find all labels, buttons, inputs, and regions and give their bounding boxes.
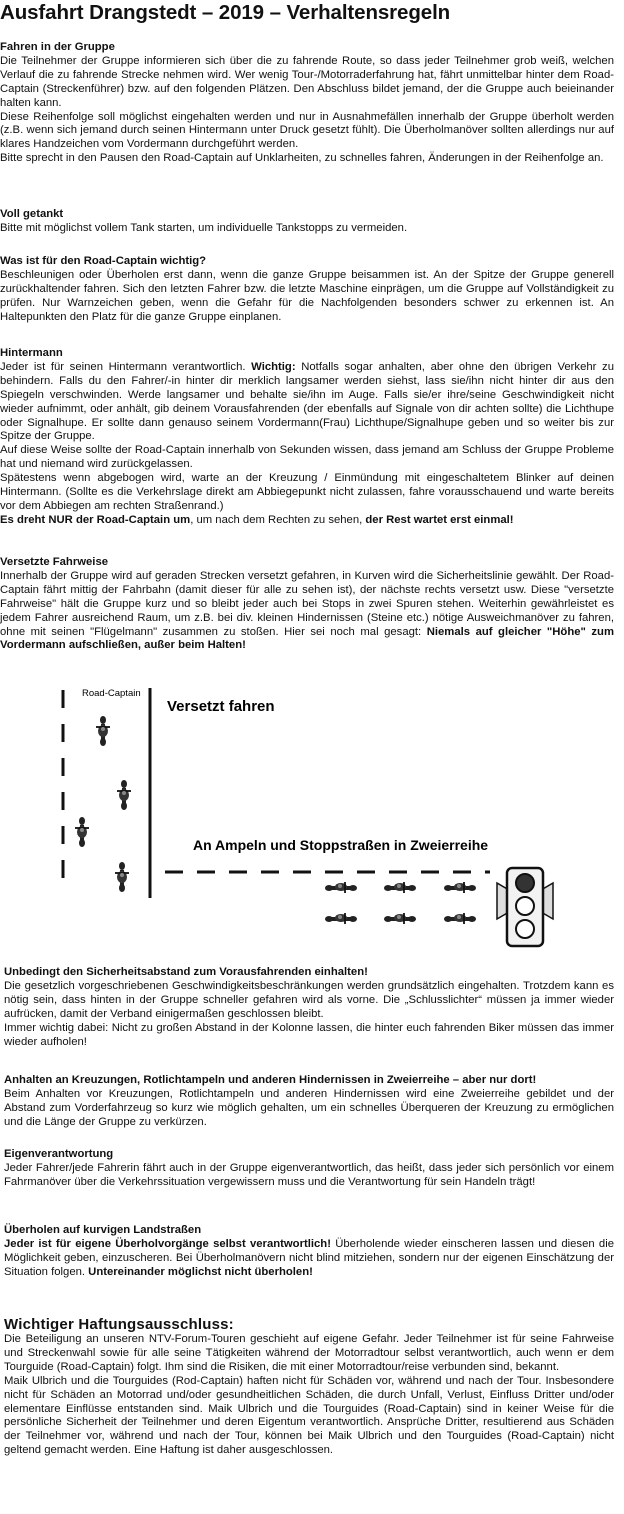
motorcycle-icon <box>384 913 416 924</box>
section-heading: Was ist für den Road-Captain wichtig? <box>0 255 207 267</box>
section-voll-getankt <box>0 208 614 236</box>
motorcycle-icon <box>96 716 110 746</box>
paragraph: Auf diese Weise sollte der Road-Captain innerhalb von Sekunden wissen, dass jemand am Schluss der Gruppe Probleme hat und niemand wird zurückgelassen. <box>0 444 614 471</box>
paragraph: Die gesetzlich vorgeschriebenen Geschwindigkeitsbeschränkungen werden grundsätzlich eingehalten. Trotzdem kann es nötig sein, dass hinten in der Gruppe schneller gefahren wird als vorne. Die „Schlusslichter“ müssen ja immer wieder aufrücken, damit der Verband einigermaßen geschlossen bleibt. <box>4 979 614 1020</box>
text-run: Überholende wieder einscheren lassen und diesen die Möglichkeit geben, einzuscheren. Bei Überholmanövern nicht blind mitziehen, sondern nur der eigenen Einschätzung der Situation folgen. <box>4 1237 614 1278</box>
text-run-bold: Wichtig: <box>251 360 296 373</box>
motorcycle-icon <box>117 780 131 810</box>
section-heading: Hintermann <box>0 347 63 359</box>
section-sicherheitsabstand <box>4 966 614 1049</box>
motorcycle-icon <box>325 882 357 893</box>
paragraph: Jeder Fahrer/jede Fahrerin fährt auch in der Gruppe eigenverantwortlich, das heißt, dass jeder sich persönlich vor einem Fahrmanöver über die Verkehrssituation vergewissern muss und die Verantwortung für sein Handeln trägt! <box>4 1161 614 1188</box>
section-ueberholen <box>4 1224 614 1280</box>
paragraph: Beschleunigen oder Überholen erst dann, wenn die ganze Gruppe beisammen ist. An der Spitze der Gruppe generell zurückhaltender fahren. Sich den letzten Fahrer bzw. die letzte Maschine einprägen, um die Gruppe auf Vollständigkeit zu prüfen. Nur Warnzeichen geben, wenn die Gefahr für die Nachfolgenden besonders schwer zu erkennen ist. An Haltepunkten den Platz für die ganze Gruppe einplanen. <box>0 268 614 323</box>
paragraph <box>4 1238 614 1280</box>
paragraph: Die Beteiligung an unseren NTV-Forum-Touren geschieht auf eigene Gefahr. Jeder Teilnehmer ist für seine Fahrweise und Streckenwahl sowie für alle seine Tätigkeiten während der Motorradtour selbst verantwortlich, auch wenn er dem Tourguide (Road-Captain) folgt. Ihm sind die Risiken, die mit einer Motorradtour/reise verbunden sind, bekannt. <box>4 1333 614 1373</box>
road-captain-label: Road-Captain <box>82 688 141 699</box>
text-run-bold: der Rest wartet erst einmal! <box>365 513 514 526</box>
section-heading: Anhalten an Kreuzungen, Rotlichtampeln und anderen Hindernissen in Zweierreihe – aber nur dort! <box>4 1074 537 1086</box>
zweierreihe-label: An Ampeln und Stoppstraßen in Zweierreihe <box>193 837 489 853</box>
motorcycle-icon <box>444 913 476 924</box>
paragraph: Diese Reihenfolge soll möglichst eingehalten werden und nur in Ausnahmefällen innerhalb der Gruppe überholt werden (z.B. wenn sich jemand durch seinen Hintermann unter Druck gesetzt fühlt). Die Überholmanöver sollten allerdings nur auf klares Handzeichen vom Vordermann durchgeführt werden. <box>0 110 614 151</box>
motorcycle-icon <box>325 913 357 924</box>
section-heading: Voll getankt <box>0 208 64 220</box>
section-anhalten <box>4 1074 614 1130</box>
section-road-captain <box>0 255 614 325</box>
motorcycle-icon <box>75 817 89 847</box>
formation-diagram <box>0 680 624 955</box>
section-heading: Fahren in der Gruppe <box>0 41 115 53</box>
paragraph: Die Teilnehmer der Gruppe informieren sich über die zu fahrende Route, so dass jeder Teilnehmer grob weiß, welchen Verlauf die zu fahrende Strecke nehmen wird. Wer wenig Tour-/Motorraderfahrung hat, fährt unmittelbar hinter dem Road-Captain (Streckenführer) bzw. auf den folgenden Plätzen. Den Abschluss bildet jemand, der die Gruppe auch beieinander halten kann. <box>0 54 614 109</box>
text-run-bold: Jeder ist für eigene Überholvorgänge selbst verantwortlich! <box>4 1237 331 1250</box>
text-run-bold: Niemals auf gleicher "Höhe" zum Vordermann aufschließen, außer beim Halten! <box>0 625 614 652</box>
motorcycle-icon <box>115 862 129 892</box>
section-fahren-in-der-gruppe <box>0 41 614 166</box>
section-heading: Überholen auf kurvigen Landstraßen <box>4 1224 202 1236</box>
section-heading: Eigenverantwortung <box>4 1148 114 1160</box>
section-heading: Versetzte Fahrweise <box>0 556 109 568</box>
paragraph: Beim Anhalten vor Kreuzungen, Rotlichtampeln und anderen Hindernissen wird eine Zweierreihe gebildet und der Abstand zum Vorderfahrzeug so kurz wie möglich gehalten, um ein schnelles Überqueren der Kreuzung zu ermöglichen und die Länge der Gruppe zu verkürzen. <box>4 1087 614 1128</box>
paragraph <box>0 570 614 653</box>
text-run-bold: Untereinander möglichst nicht überholen! <box>88 1265 313 1278</box>
paragraph <box>0 361 614 444</box>
text-run: Innerhalb der Gruppe wird auf geraden Strecken versetzt gefahren, in Kurven wird die Sicherheitslinie gewählt. Der Road-Captain fährt mittig der Fahrbahn (damit dieser für alle zu sehen ist), der nächste rechts versetzt usw. Diese "versetzte Fahrweise" hält die Gruppe kurz und so bleibt jeder auch bei Stops in zwei Spuren stehen. Weiterhin gewährleistet es jedem Fahrer ausreichend Raum, um z.B. bei div. kleinen Hindernissen (Steine etc.) nötige Ausweichmanöver zu fahren, ohne mit seinen "Flügelmann" zusammen zu stoßen. Hier sei noch mal gesagt: <box>0 569 614 638</box>
versetzt-fahren-label: Versetzt fahren <box>167 698 275 715</box>
paragraph <box>0 514 614 528</box>
section-heading: Unbedingt den Sicherheitsabstand zum Vorausfahrenden einhalten! <box>4 966 368 978</box>
text-run-bold: Es dreht NUR der Road-Captain um <box>0 513 191 526</box>
paragraph: Bitte mit möglichst vollem Tank starten, um individuelle Tankstopps zu vermeiden. <box>0 221 408 234</box>
section-hintermann <box>0 347 614 528</box>
section-versetzte-fahrweise <box>0 556 614 653</box>
text-run: , um nach dem Rechten zu sehen, <box>190 513 366 526</box>
motorcycle-icon <box>384 882 416 893</box>
motorcycle-icon <box>444 882 476 893</box>
paragraph: Immer wichtig dabei: Nicht zu großen Abstand in der Kolonne lassen, die hinter euch fahrenden Biker müssen das immer wieder aufholen! <box>4 1021 614 1048</box>
traffic-light-icon <box>497 868 553 946</box>
section-heading: Wichtiger Haftungsausschluss: <box>4 1316 234 1333</box>
page-title: Ausfahrt Drangstedt – 2019 – Verhaltensregeln <box>0 1 451 24</box>
text-run: Jeder ist für seinen Hintermann verantwortlich. <box>0 360 252 373</box>
paragraph: Bitte sprecht in den Pausen den Road-Captain auf Unklarheiten, zu schnelles fahren, Änderungen in der Reihenfolge an. <box>0 152 604 165</box>
section-eigenverantwortung <box>4 1148 614 1190</box>
paragraph: Spätestens wenn abgebogen wird, warte an der Kreuzung / Einmündung mit eingeschaltetem Blinker auf deinen Hintermann. (Sollte es die Verkehrslage direkt am Abbiegepunkt nicht zulassen, fahre vorausschauend und warte bereits vor dem Abbiegen am rechten Straßenrand.) <box>0 472 614 512</box>
text-run: Notfalls sogar anhalten, aber ohne den übrigen Verkehr zu behindern. Falls du den Fahrer/-in hinter dir merklich langsamer werden siehst, lass sie/ihn nicht hinter dir aus den Spiegeln verschwinden. Werde langsamer und behalte sie/ihn im Auge. Falls sie/er ihre/seine Geschwindigkeit nicht wieder aufnimmt, oder anhält, gib deinem Vorausfahrenden (der ebenfalls auf Signale von dir achten sollte) die Lichthupe oder Signalhupe. Er sollte dann genauso seinem Vordermann(Frau) Lichthupe/Signalhupe geben und so weiter bis zur Spitze der Gruppe. <box>0 360 614 443</box>
section-haftungsausschluss <box>4 1316 614 1458</box>
paragraph: Maik Ulbrich und die Tourguides (Rod-Captain) haften nicht für Schäden vor, während und nach der Tour. Insbesondere nicht für Schäden an Motorrad und/oder gesundheitlichen Schäden, die durch Unfall, Verlust, Einfluss Dritter und/oder elementare Einflüsse entstanden sind. Maik Ulbrich und die Tourguides (Road-Captain) sind in keiner Weise für die persönliche Sicherheit der Teilnehmer und deren Eigentum verantwortlich. Ansprüche Dritter, resultierend aus Schäden der Teilnehmer vor, während und nach der Tour, können bei Maik Ulbrich und den Tourguides (Road-Captain) nicht geltend gemacht werden. Eine Haftung ist daher ausgeschlossen. <box>4 1374 614 1457</box>
